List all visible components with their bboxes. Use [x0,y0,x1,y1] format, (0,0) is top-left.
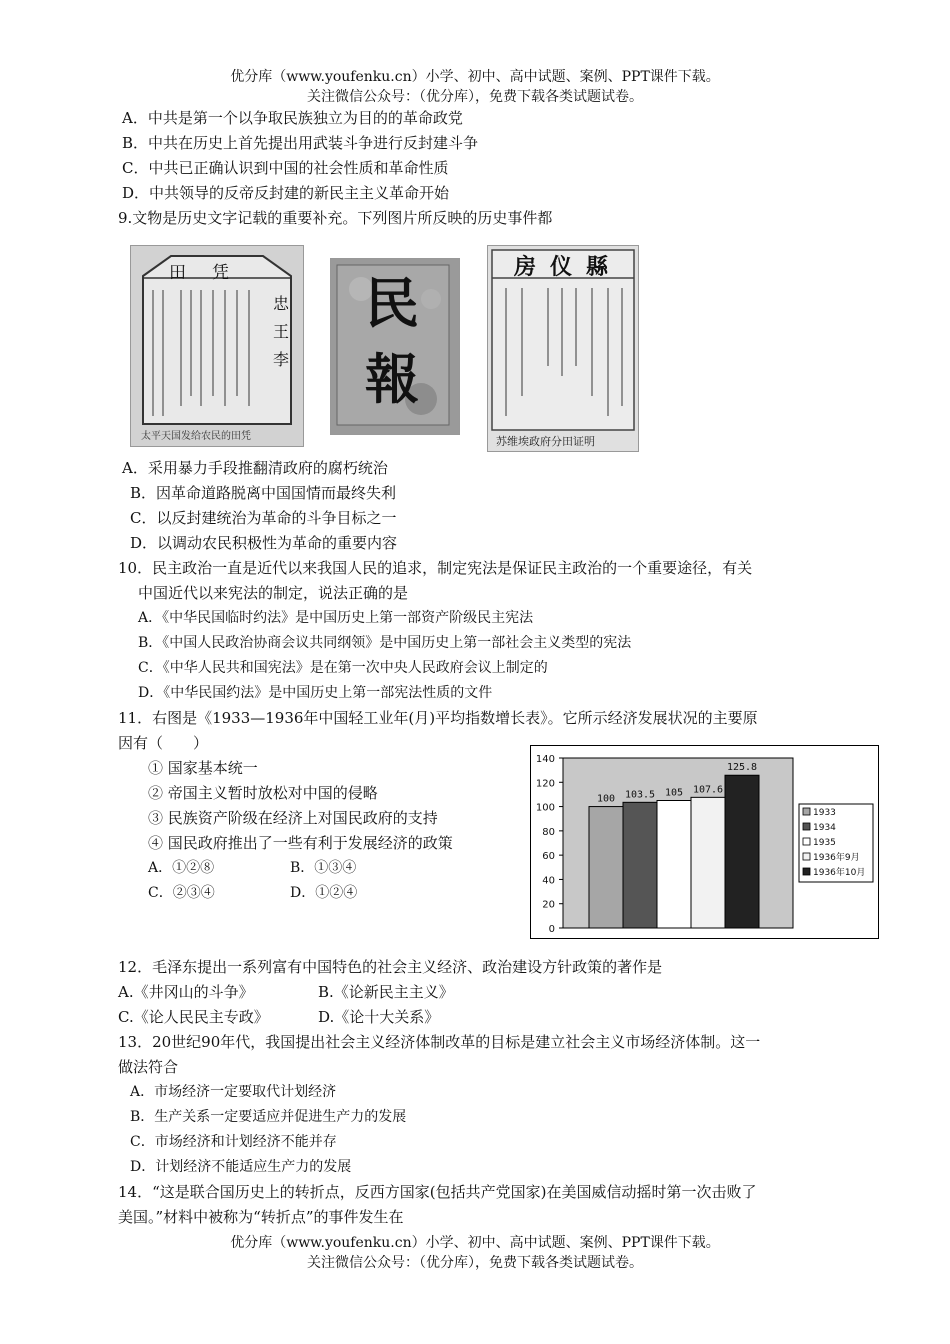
q12-option-c: C.《论人民民主专政》 [118,1008,269,1026]
footer-line-2: 关注微信公众号：（优分库），免费下载各类试题试卷。 [307,1255,643,1271]
legend-swatch [803,808,810,815]
bar [589,807,623,928]
legend-label: 1936年9月 [813,853,860,863]
q10-stem-line-1: 10．民主政治一直是近代以来我国人民的追求，制定宪法是保证民主政治的一个重要途径，有关 [118,559,753,577]
q11-item-3: ③ 民族资产阶级在经济上对国民政府的支持 [148,809,438,827]
legend-label: 1933 [813,808,836,818]
q8-option-a: A．中共是第一个以争取民族独立为目的的革命政党 [122,109,463,127]
q14-stem-line-2: 美国。”材料中被称为“转折点”的事件发生在 [118,1208,404,1226]
q10-stem-line-2: 中国近代以来宪法的制定，说法正确的是 [138,584,409,602]
q11-stem-line-1: 11．右图是《1933—1936年中国轻工业年(月)平均指数增长表》。它所示经济发展状况的主要原 [118,709,758,727]
legend-swatch [803,868,810,875]
q13-option-c: C．市场经济和计划经济不能并存 [130,1134,337,1150]
q8-option-b: B．中共在历史上首先提出用武装斗争进行反封建斗争 [122,134,479,152]
q10-option-c: C．《中华人民共和国宪法》是在第一次中央人民政府会议上制定的 [138,660,548,676]
data-label: 107.6 [692,784,724,796]
land-certificate-image [130,245,304,447]
y-tick-label: 60 [542,851,555,863]
minbao-title: 民報 [365,271,419,411]
q12-option-d: D.《论十大关系》 [318,1008,440,1026]
q11-option-c: C．②③④ [148,885,215,901]
q9-option-c: C．以反封建统治为革命的斗争目标之一 [130,509,397,527]
q8-option-c: C．中共已正确认识到中国的社会性质和革命性质 [122,159,449,177]
q11-option-b: B．①③④ [290,860,357,876]
light-industry-index-chart [530,745,879,939]
q11-item-2: ② 帝国主义暂时放松对中国的侵略 [148,784,378,802]
q11-option-d: D．①②④ [290,885,358,901]
land-certificate-title: 田凭 [169,263,255,283]
y-tick-label: 80 [542,826,555,838]
q8-option-d: D．中共领导的反帝反封建的新民主主义革命开始 [122,184,450,202]
q11-option-a: A．①②⑧ [148,860,215,876]
minbao-image [330,258,460,435]
data-label: 103.5 [624,789,656,801]
chart-svg [531,746,878,938]
bar [657,801,691,929]
q10-option-b: B．《中国人民政治协商会议共同纲领》是中国历史上第一部社会主义类型的宪法 [138,635,632,651]
bar [725,775,759,928]
bar [623,802,657,928]
legend-swatch [803,853,810,860]
q11-stem-line-2: 因有（ ） [118,734,209,752]
y-tick-label: 40 [542,875,555,887]
land-certificate-caption: 太平天国发给农民的田凭 [141,431,251,442]
legend-swatch [803,823,810,830]
y-tick-label: 100 [535,802,555,814]
soviet-certificate-caption: 苏维埃政府分田证明 [496,435,595,448]
q10-option-a: A．《中华民国临时约法》是中国历史上第一部资产阶级民主宪法 [138,610,534,626]
data-label: 125.8 [726,762,758,774]
legend-label: 1934 [813,823,836,833]
q12-stem: 12．毛泽东提出一系列富有中国特色的社会主义经济、政治建设方针政策的著作是 [118,958,663,976]
data-label: 105 [664,787,684,799]
bar [691,797,725,928]
legend-swatch [803,838,810,845]
soviet-certificate-title: 房仪縣 [514,254,623,280]
y-tick-label: 0 [548,924,555,935]
q9-option-d: D．以调动农民积极性为革命的重要内容 [130,534,398,552]
q13-stem-line-2: 做法符合 [118,1058,179,1076]
soviet-certificate-image [487,245,639,452]
land-certificate-side-text: 忠王李 [273,294,290,369]
header-line-2: 关注微信公众号：（优分库），免费下载各类试题试卷。 [307,89,643,105]
q12-option-a: A.《井冈山的斗争》 [118,983,254,1001]
y-tick-label: 140 [535,754,555,765]
legend-label: 1936年10月 [813,868,866,878]
q12-option-b: B.《论新民主主义》 [318,983,454,1001]
q13-option-d: D．计划经济不能适应生产力的发展 [130,1159,352,1175]
y-tick-label: 120 [535,778,555,790]
header-line-1: 优分库（www.youfenku.cn）小学、初中、高中试题、案例、PPT课件下载。 [230,69,720,85]
q14-stem-line-1: 14．“这是联合国历史上的转折点，反西方国家(包括共产党国家)在美国威信动摇时第一次击败了 [118,1183,757,1201]
q9-option-b: B．因革命道路脱离中国国情而最终失利 [130,484,397,502]
footer-line-1: 优分库（www.youfenku.cn）小学、初中、高中试题、案例、PPT课件下载。 [230,1235,720,1251]
q10-option-d: D．《中华民国约法》是中国历史上第一部宪法性质的文件 [138,685,493,701]
y-tick-label: 20 [542,899,555,911]
data-label: 100 [596,793,616,805]
legend-label: 1935 [813,838,836,848]
q13-option-b: B．生产关系一定要适应并促进生产力的发展 [130,1109,407,1125]
q13-stem-line-1: 13．20世纪90年代，我国提出社会主义经济体制改革的目标是建立社会主义市场经济体制。这一 [118,1033,761,1051]
q9-stem: 9.文物是历史文字记载的重要补充。下列图片所反映的历史事件都 [118,209,553,227]
q13-option-a: A．市场经济一定要取代计划经济 [130,1084,337,1100]
q11-item-4: ④ 国民政府推出了一些有利于发展经济的政策 [148,834,453,852]
q11-item-1: ① 国家基本统一 [148,759,258,777]
q9-option-a: A．采用暴力手段推翻清政府的腐朽统治 [122,459,388,477]
